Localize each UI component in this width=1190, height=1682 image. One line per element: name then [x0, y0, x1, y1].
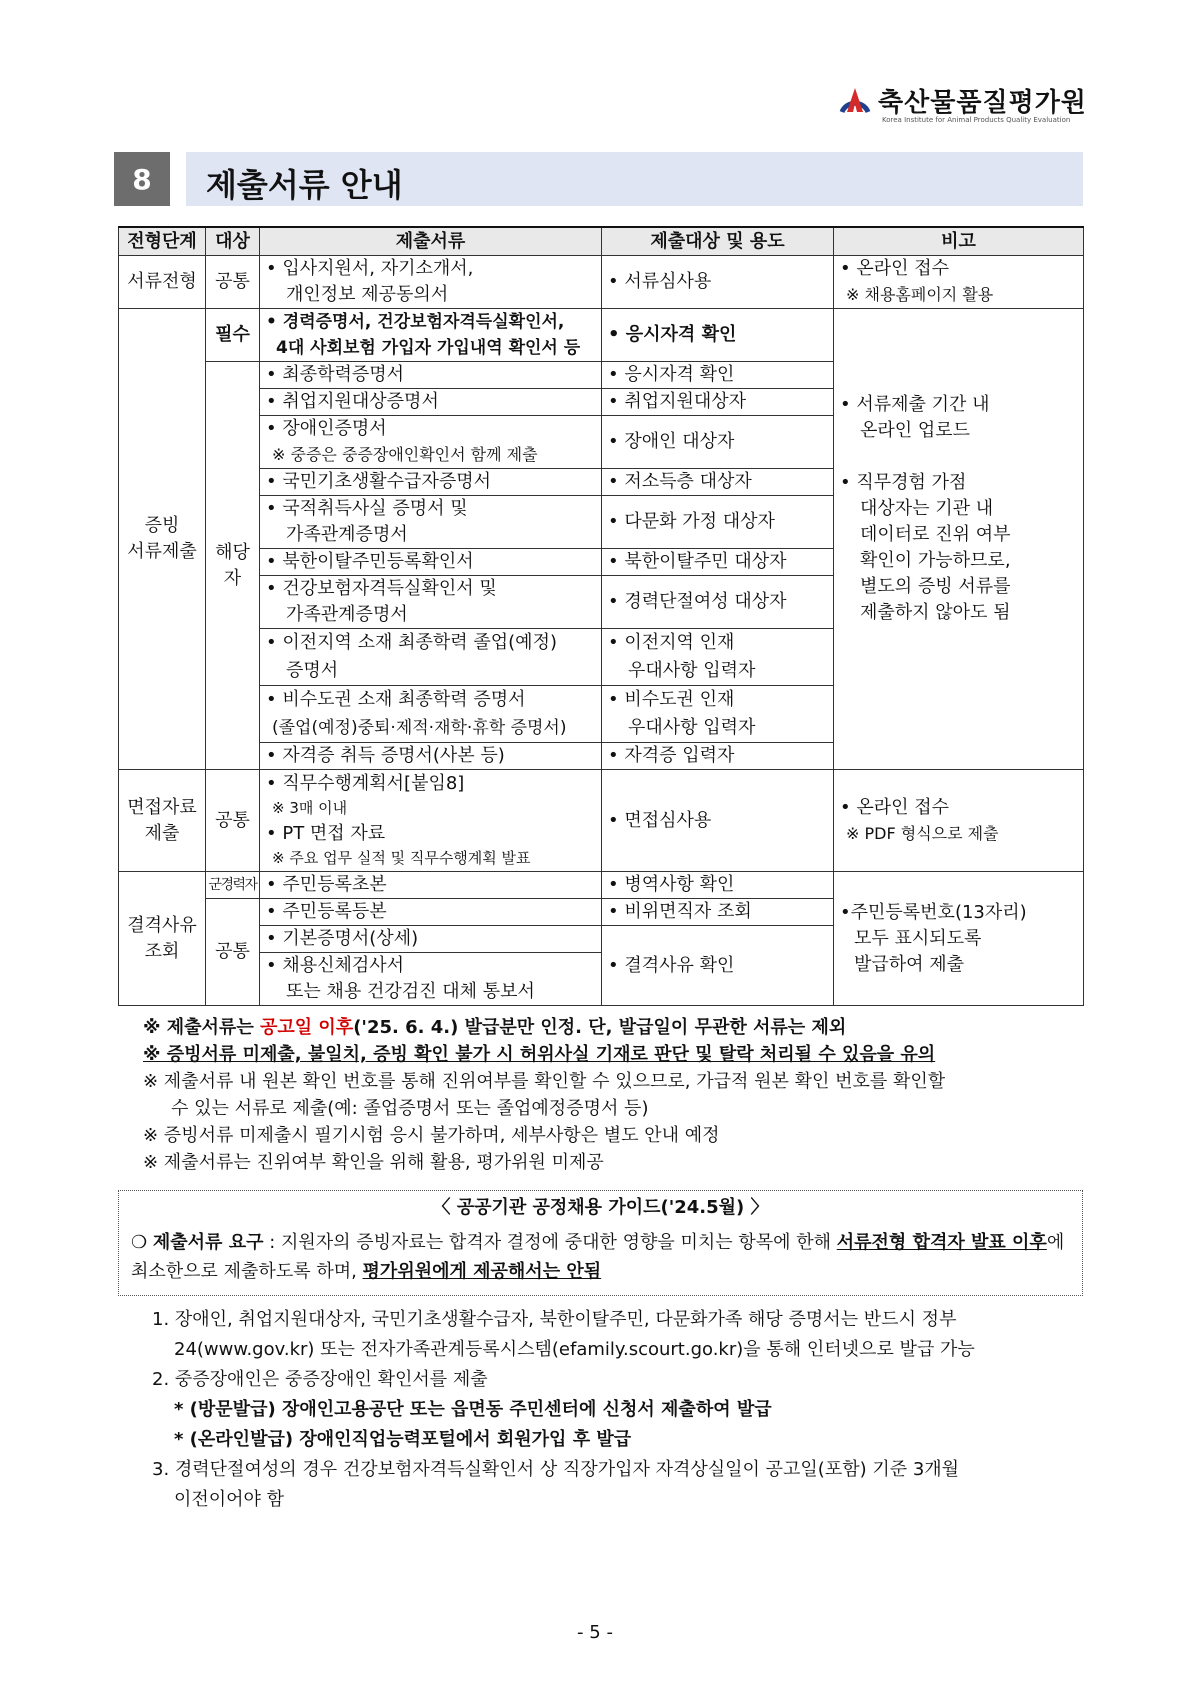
org-logo-icon — [838, 84, 872, 118]
guide-label: 제출서류 요구 — [152, 1232, 264, 1253]
document-line: 증명서 — [286, 660, 339, 681]
document-line: • PT 면접 자료 — [266, 822, 386, 844]
usage-cell: • 장애인 대상자 — [602, 416, 834, 469]
target-cell: 공통 — [206, 899, 260, 1006]
document-cell — [260, 686, 602, 743]
remarks-line: • 온라인 접수 — [840, 258, 950, 279]
stage-line: 조회 — [144, 940, 180, 962]
usage-cell: • 경력단절여성 대상자 — [602, 576, 834, 629]
org-name: 축산물품질평가원 — [878, 88, 1087, 118]
usage-cell: • 비위면직자 조회 — [602, 899, 834, 926]
note-line: ※ 증빙서류 미제출시 필기시험 응시 불가하며, 세부사항은 별도 안내 예정 — [143, 1125, 720, 1146]
document-cell: • 최종학력증명서 — [260, 362, 602, 389]
header-stage: 전형단계 — [119, 227, 206, 256]
usage-cell: • 저소득층 대상자 — [602, 469, 834, 496]
remarks-line: 제출하지 않아도 됨 — [860, 602, 1011, 623]
usage-cell: • 취업지원대상자 — [602, 389, 834, 416]
notes-section — [143, 1014, 1083, 1176]
guide-title: 〈 공공기관 공정채용 가이드('24.5월) 〉 — [432, 1197, 769, 1218]
section-title: 제출서류 안내 — [206, 166, 403, 204]
remarks-line: 데이터로 진위 여부 — [860, 524, 1011, 545]
remarks-line: 발급하여 제출 — [854, 953, 965, 975]
header-remarks: 비고 — [834, 227, 1084, 256]
remarks-cell — [834, 770, 1084, 872]
remarks-line: • 온라인 접수 — [840, 796, 950, 818]
table-row — [119, 872, 1084, 899]
document-line: • 국적취득사실 증명서 및 — [266, 498, 468, 519]
stage-cell — [119, 309, 206, 770]
stage-line: 제출 — [144, 822, 180, 844]
list-subitem: * (온라인발급) 장애인직업능력포털에서 회원가입 후 발급 — [174, 1429, 632, 1450]
remarks-line: 온라인 업로드 — [860, 420, 971, 441]
usage-cell: • 자격증 입력자 — [602, 743, 834, 770]
table-row — [119, 256, 1084, 309]
usage-cell — [602, 686, 834, 743]
usage-cell: • 다문화 가정 대상자 — [602, 496, 834, 549]
section-title-bar — [186, 152, 1083, 206]
remarks-cell — [834, 256, 1084, 309]
header-target: 대상 — [206, 227, 260, 256]
fair-hiring-guide-box — [118, 1190, 1083, 1296]
list-item: 2. 중증장애인은 중증장애인 확인서를 제출 — [152, 1369, 488, 1390]
list-item: 1. 장애인, 취업지원대상자, 국민기초생활수급자, 북한이탈주민, 다문화가족 해당 증명서는 반드시 정부 — [152, 1309, 957, 1330]
document-line: 개인정보 제공동의서 — [286, 284, 449, 305]
stage-line: 서류제출 — [127, 541, 197, 562]
documents-table — [118, 226, 1084, 1006]
document-line: • 비수도권 소재 최종학력 증명서 — [266, 689, 526, 710]
remarks-note: ※ PDF 형식으로 제출 — [846, 823, 999, 843]
highlight-date: 공고일 이후 — [259, 1017, 354, 1038]
document-cell — [260, 629, 602, 686]
note-line: ※ 제출서류는 공고일 이후('25. 6. 4.) 발급분만 인정. 단, 발급일이 무관한 서류는 제외 — [143, 1017, 847, 1038]
document-cell — [260, 770, 602, 872]
document-cell: • 북한이탈주민등록확인서 — [260, 549, 602, 576]
usage-cell: • 응시자격 확인 — [602, 309, 834, 362]
document-cell — [260, 416, 602, 469]
table-row — [119, 770, 1084, 872]
document-line: (졸업(예정)중퇴·제적·재학·휴학 증명서) — [272, 718, 567, 738]
target-cell-required: 필수 — [206, 309, 260, 362]
document-line: 가족관계증명서 — [286, 604, 408, 625]
usage-cell: • 결격사유 확인 — [602, 926, 834, 1006]
remarks-line: • 서류제출 기간 내 — [840, 394, 990, 415]
document-note: ※ 주요 업무 실적 및 직무수행계획 발표 — [272, 848, 531, 867]
document-line: • 이전지역 소재 최종학력 졸업(예정) — [266, 632, 557, 653]
target-cell: 공통 — [206, 256, 260, 309]
document-cell: • 기본증명서(상세) — [260, 926, 602, 953]
target-cell: 공통 — [206, 770, 260, 872]
document-line: 또는 채용 건강검진 대체 통보서 — [286, 981, 535, 1002]
stage-line: 면접자료 — [127, 796, 197, 818]
usage-cell: • 서류심사용 — [602, 256, 834, 309]
document-line: 가족관계증명서 — [286, 524, 408, 545]
document-cell: • 주민등록초본 — [260, 872, 602, 899]
usage-line: • 비수도권 인재 — [608, 689, 735, 710]
note-line: 수 있는 서류로 제출(예: 졸업증명서 또는 졸업예정증명서 등) — [171, 1098, 649, 1119]
usage-cell: • 응시자격 확인 — [602, 362, 834, 389]
document-cell — [260, 256, 602, 309]
bullet-icon: ❍ — [131, 1232, 148, 1253]
target-cell-applicable: 해당자 — [206, 362, 260, 770]
remarks-note: ※ 채용홈페이지 활용 — [846, 285, 994, 304]
usage-line: • 이전지역 인재 — [608, 632, 735, 653]
stage-cell: 서류전형 — [119, 256, 206, 309]
usage-line: 우대사항 입력자 — [628, 717, 756, 738]
document-cell: • 주민등록등본 — [260, 899, 602, 926]
stage-line: 결격사유 — [127, 914, 197, 936]
remarks-line: • 직무경험 가점 — [840, 472, 967, 493]
remarks-line: •주민등록번호(13자리) — [840, 901, 1027, 923]
header-usage: 제출대상 및 용도 — [602, 227, 834, 256]
document-cell — [260, 576, 602, 629]
page-number: - 5 - — [577, 1622, 613, 1643]
org-logo — [838, 82, 1090, 132]
org-name-en: Korea Institute for Animal Products Quality Evaluation — [882, 116, 1071, 124]
document-line: • 건강보험자격득실확인서 및 — [266, 578, 497, 599]
guide-body: ❍ 제출서류 요구 : 지원자의 증빙자료는 합격자 결정에 중대한 영향을 미치는 항목에 한해 서류전형 합격자 발표 이후에 최소한으로 제출하도록 하며, 평가위원에게 제공해서는 안됨 — [131, 1232, 1065, 1282]
target-cell-military: 군경력자 — [206, 872, 260, 899]
list-item: 24(www.gov.kr) 또는 전자가족관계등록시스템(efamily.scourt.go.kr)을 통해 인터넷으로 발급 가능 — [174, 1339, 975, 1360]
document-line: • 장애인증명서 — [266, 418, 387, 439]
document-cell: • 자격증 취득 증명서(사본 등) — [260, 743, 602, 770]
remarks-line: 대상자는 기관 내 — [860, 498, 994, 519]
usage-cell: • 병역사항 확인 — [602, 872, 834, 899]
list-item: 3. 경력단절여성의 경우 건강보험자격득실확인서 상 직장가입자 자격상실일이 공고일(포함) 기준 3개월 — [152, 1459, 960, 1480]
remarks-line: 확인이 가능하므로, — [860, 550, 1011, 571]
note-line: ※ 제출서류는 진위여부 확인을 위해 활용, 평가위원 미제공 — [143, 1152, 604, 1173]
usage-line: 우대사항 입력자 — [628, 660, 756, 681]
remarks-line: 별도의 증빙 서류를 — [860, 576, 1011, 597]
stage-cell — [119, 872, 206, 1006]
document-line: • 경력증명서, 건강보험자격득실확인서, — [266, 312, 565, 332]
numbered-notes — [152, 1305, 1087, 1515]
table-header-row — [119, 227, 1084, 256]
list-item: 이전이어야 함 — [174, 1489, 285, 1510]
document-cell: • 국민기초생활수급자증명서 — [260, 469, 602, 496]
usage-cell: • 면접심사용 — [602, 770, 834, 872]
note-line: ※ 제출서류 내 원본 확인 번호를 통해 진위여부를 확인할 수 있으므로, 가급적 원본 확인 번호를 확인할 — [143, 1071, 946, 1092]
document-line: • 직무수행계획서[붙임8] — [266, 772, 465, 794]
list-subitem: * (방문발급) 장애인고용공단 또는 읍면동 주민센터에 신청서 제출하여 발급 — [174, 1399, 772, 1420]
document-line: • 입사지원서, 자기소개서, — [266, 258, 474, 279]
document-line: 4대 사회보험 가입자 가입내역 확인서 등 — [276, 338, 581, 358]
header-documents: 제출서류 — [260, 227, 602, 256]
document-line: • 채용신체검사서 — [266, 955, 405, 976]
document-cell: • 취업지원대상증명서 — [260, 389, 602, 416]
usage-cell: • 북한이탈주민 대상자 — [602, 549, 834, 576]
remarks-cell — [834, 309, 1084, 770]
usage-cell — [602, 629, 834, 686]
document-cell — [260, 496, 602, 549]
remarks-line: 모두 표시되도록 — [854, 927, 982, 949]
document-note: ※ 중증은 중증장애인확인서 함께 제출 — [272, 445, 538, 464]
section-number: 8 — [114, 152, 170, 206]
document-note: ※ 3매 이내 — [272, 798, 348, 817]
document-cell — [260, 953, 602, 1006]
note-line: ※ 증빙서류 미제출, 불일치, 증빙 확인 불가 시 허위사실 기재로 판단 및 탈락 처리될 수 있음을 유의 — [143, 1044, 936, 1065]
stage-line: 증빙 — [144, 515, 180, 536]
remarks-cell — [834, 872, 1084, 1006]
document-cell — [260, 309, 602, 362]
table-row — [119, 309, 1084, 362]
stage-cell — [119, 770, 206, 872]
